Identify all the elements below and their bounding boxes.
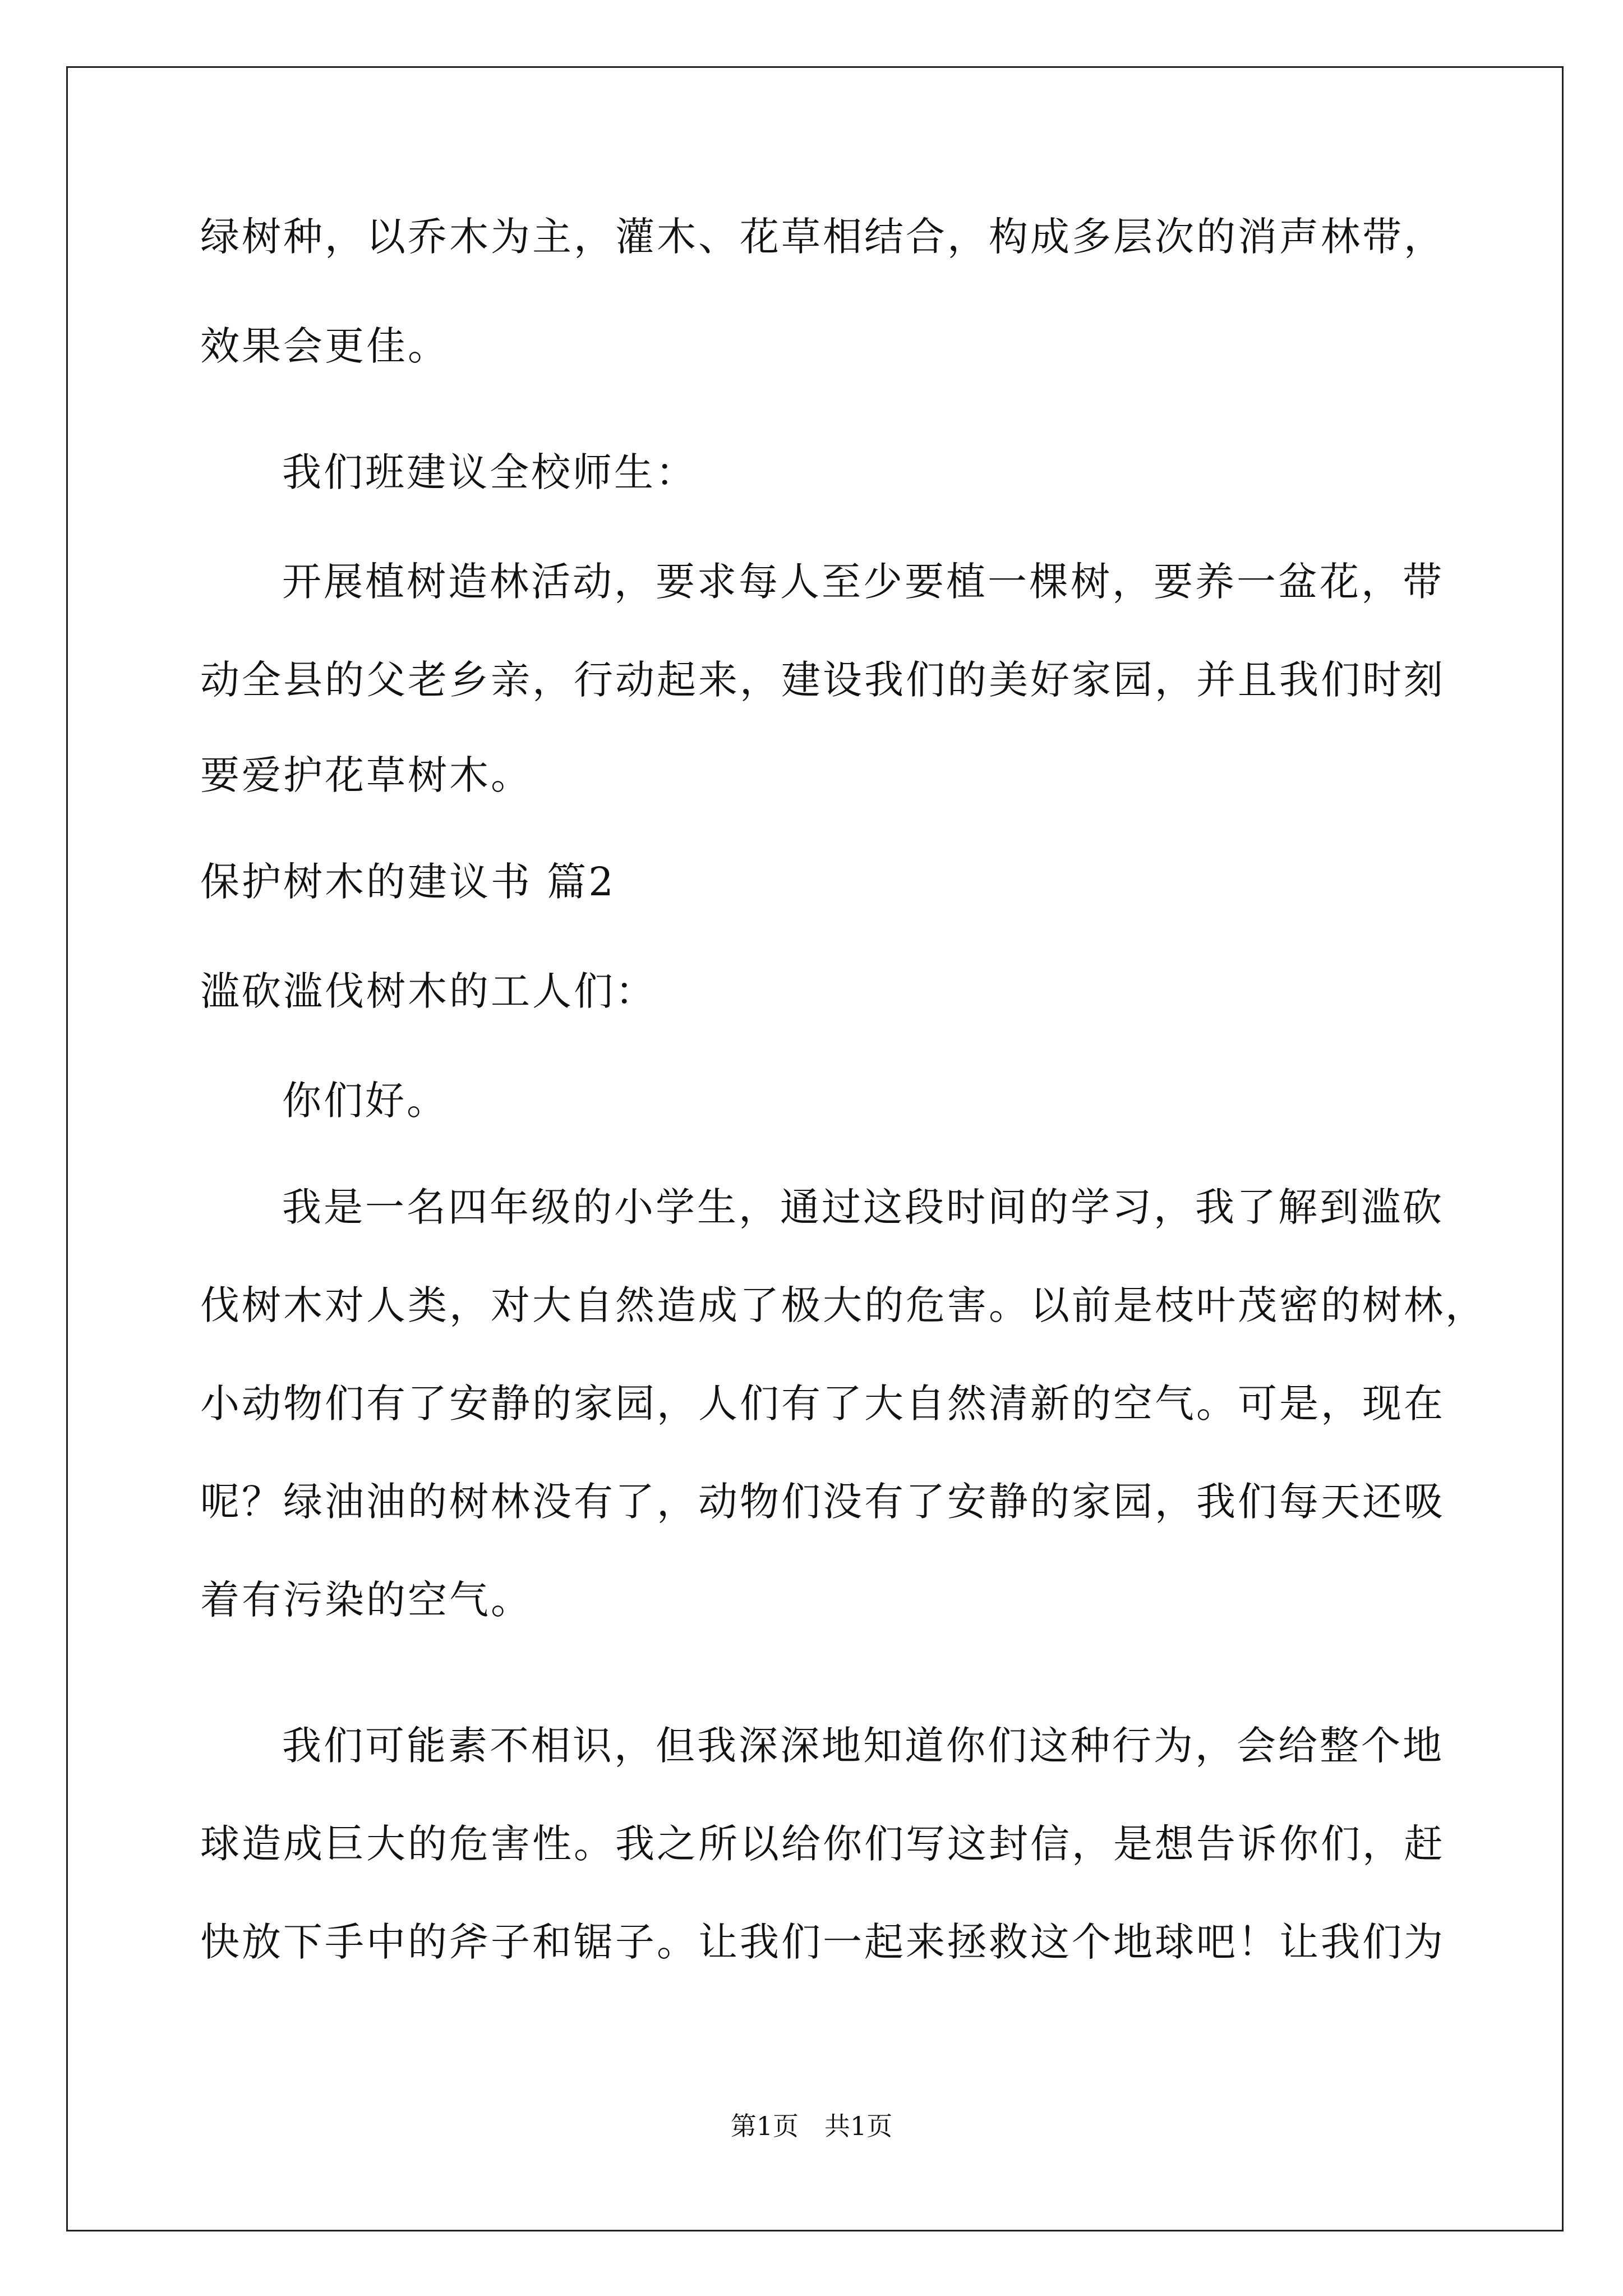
text-line: 要爱护花草树木。 [200,752,532,798]
text-line: 开展植树造林活动，要求每人至少要植一棵树，要养一盆花，带 [282,559,1444,605]
section-heading: 保护树木的建议书 篇2 [200,859,616,905]
text-line: 着有污染的空气。 [200,1577,532,1623]
text-line: 效果会更佳。 [200,323,449,369]
text-line: 呢？绿油油的树林没有了，动物们没有了安静的家园，我们每天还吸 [200,1479,1445,1525]
text-line: 动全县的父老乡亲，行动起来，建设我们的美好家园，并且我们时刻 [200,657,1445,703]
text-line: 你们好。 [282,1078,448,1124]
text-line: 绿树种，以乔木为主，灌木、花草相结合，构成多层次的消声林带， [200,214,1445,260]
page-frame [66,66,1564,2231]
text-line: 伐树木对人类，对大自然造成了极大的危害。以前是枝叶茂密的树林， [200,1282,1487,1328]
page-footer: 第1页 共1页 [730,2111,893,2141]
text-line: 我们班建议全校师生： [282,449,697,495]
salutation: 滥砍滥伐树木的工人们： [200,968,657,1014]
text-line: 小动物们有了安静的家园，人们有了大自然清新的空气。可是，现在 [200,1381,1445,1427]
text-line: 快放下手中的斧子和锯子。让我们一起来拯救这个地球吧！让我们为 [200,1919,1445,1965]
text-line: 球造成巨大的危害性。我之所以给你们写这封信，是想告诉你们，赶 [200,1821,1445,1867]
text-line: 我是一名四年级的小学生，通过这段时间的学习，我了解到滥砍 [282,1184,1444,1230]
text-line: 我们可能素不相识，但我深深地知道你们这种行为，会给整个地 [282,1723,1444,1769]
